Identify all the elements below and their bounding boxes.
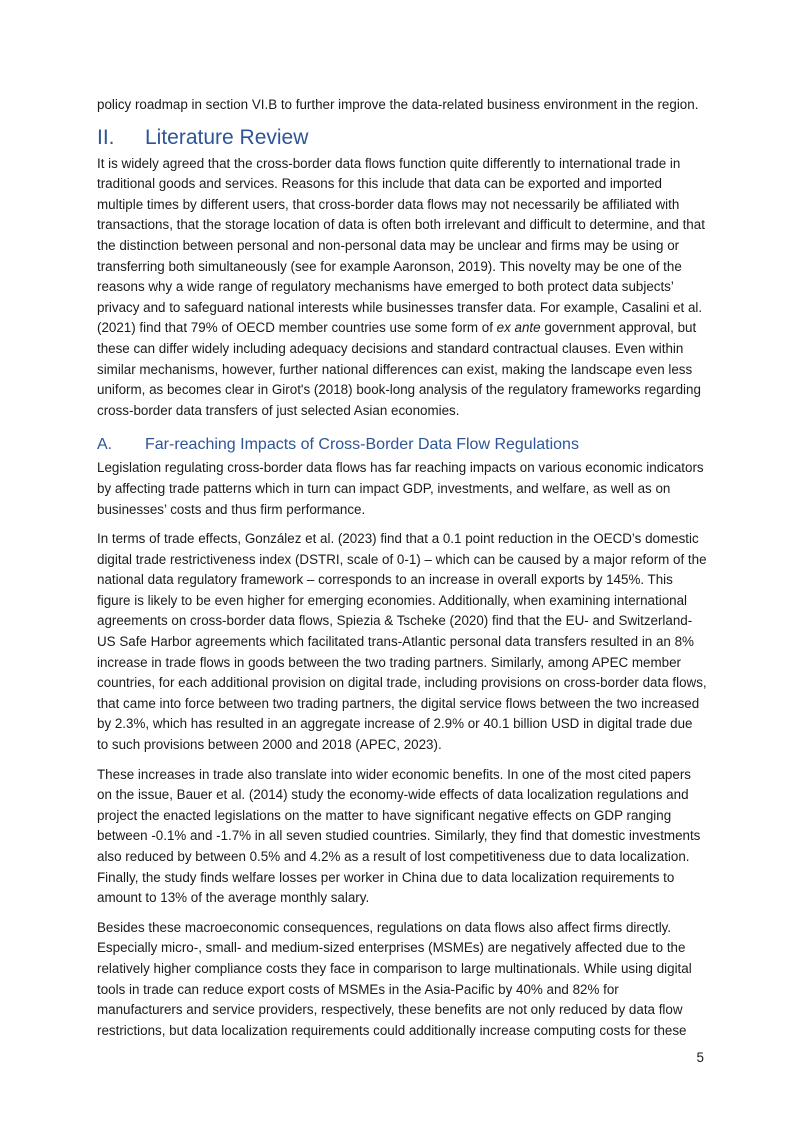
paragraph-text: government approval, but these can differ widely including adequacy decisions and standard contractual clauses. Even within similar mechanisms, however, further national differences can exist, making the landscape even less uniform, as becomes clear in Girot's (2018) book-long analysis of the regulatory frameworks regarding cross-border data transfers of just selected Asian economies. [97,320,701,418]
document-body [97,95,707,1041]
page-number: 5 [696,1050,704,1065]
trade-effects-paragraph: In terms of trade effects, González et al. (2023) find that a 0.1 point reduction in the OECD’s domestic digital trade restrictiveness index (DSTRI, scale of 0-1) – which can be caused by a major reform of the national data regulatory framework – corresponds to an increase in overall exports by 145%. This figure is likely to be even higher for emerging economies. Additionally, when examining international agreements on cross-border data flows, Spiezia & Tscheke (2020) find that the EU- and Switzerland-US Safe Harbor agreements which facilitated trans-Atlantic personal data transfers resulted in an 8% increase in trade flows in goods between the two trading partners. Similarly, among APEC member countries, for each additional provision on digital trade, including provisions on cross-border data flows, that came into force between two trading partners, the digital service flows between the two increased by 2.3%, which has resulted in an aggregate increase of 2.9% or 40.1 billion USD in digital trade due to such provisions between 2000 and 2018 (APEC, 2023). [97,531,707,753]
section-number: II. [97,125,115,149]
impacts-intro-paragraph: Legislation regulating cross-border data flows has far reaching impacts on various economic indicators by affecting trade patterns which in turn can impact GDP, investments, and welfare, as well as on businesses’ costs and thus firm performance. [97,460,704,517]
subsection-title: Far-reaching Impacts of Cross-Border Data Flow Regulations [145,436,579,454]
intro-continuation-paragraph: policy roadmap in section VI.B to further improve the data-related business environment in the region. [97,97,699,112]
section-heading-literature-review [97,124,707,152]
italic-term: ex ante [496,320,541,336]
paragraph-text: It is widely agreed that the cross-border data flows function quite differently to international trade in traditional goods and services. Reasons for this include that data can be exported and imported multiple times by different users, that cross-border data flows may not necessarily be affiliated with transactions, that the storage location of data is often both irrelevant and difficult to determine, and that the distinction between personal and non-personal data may be unclear and firms may be using or transferring both simultaneously (see for example Aaronson, 2019). This novelty may be one of the reasons why a wide range of regulatory mechanisms have emerged to both protect data subjects’ privacy and to safeguard national interests while businesses transfer data. For example, Casalini et al. (2021) find that 79% of OECD member countries use some form of [97,155,705,336]
firm-effects-paragraph: Besides these macroeconomic consequences, regulations on data flows also affect firms directly. Especially micro-, small- and medium-sized enterprises (MSMEs) are negatively affected due to the relatively higher compliance costs they face in comparison to large multinationals. While using digital tools in trade can reduce export costs of MSMEs in the Asia-Pacific by 40% and 82% for manufacturers and service providers, respectively, these benefits are not only reduced by data flow restrictions, but data localization requirements could additionally increase computing costs for these [97,919,692,1038]
literature-review-paragraph [97,154,707,422]
subsection-heading-far-reaching-impacts [97,434,707,456]
economic-benefits-paragraph: These increases in trade also translate into wider economic benefits. In one of the most cited papers on the issue, Bauer et al. (2014) study the economy-wide effects of data localization regulations and project the enacted legislations on the matter to have significant negative effects on GDP ranging between -0.1% and -1.7% in all seven studied countries. Similarly, they find that domestic investments also reduced by between 0.5% and 4.2% as a result of lost competitiveness due to data localization. Finally, the study finds welfare losses per worker in China due to data localization requirements to amount to 13% of the average monthly salary. [97,766,701,906]
subsection-number: A. [97,436,113,454]
section-title: Literature Review [145,125,309,149]
